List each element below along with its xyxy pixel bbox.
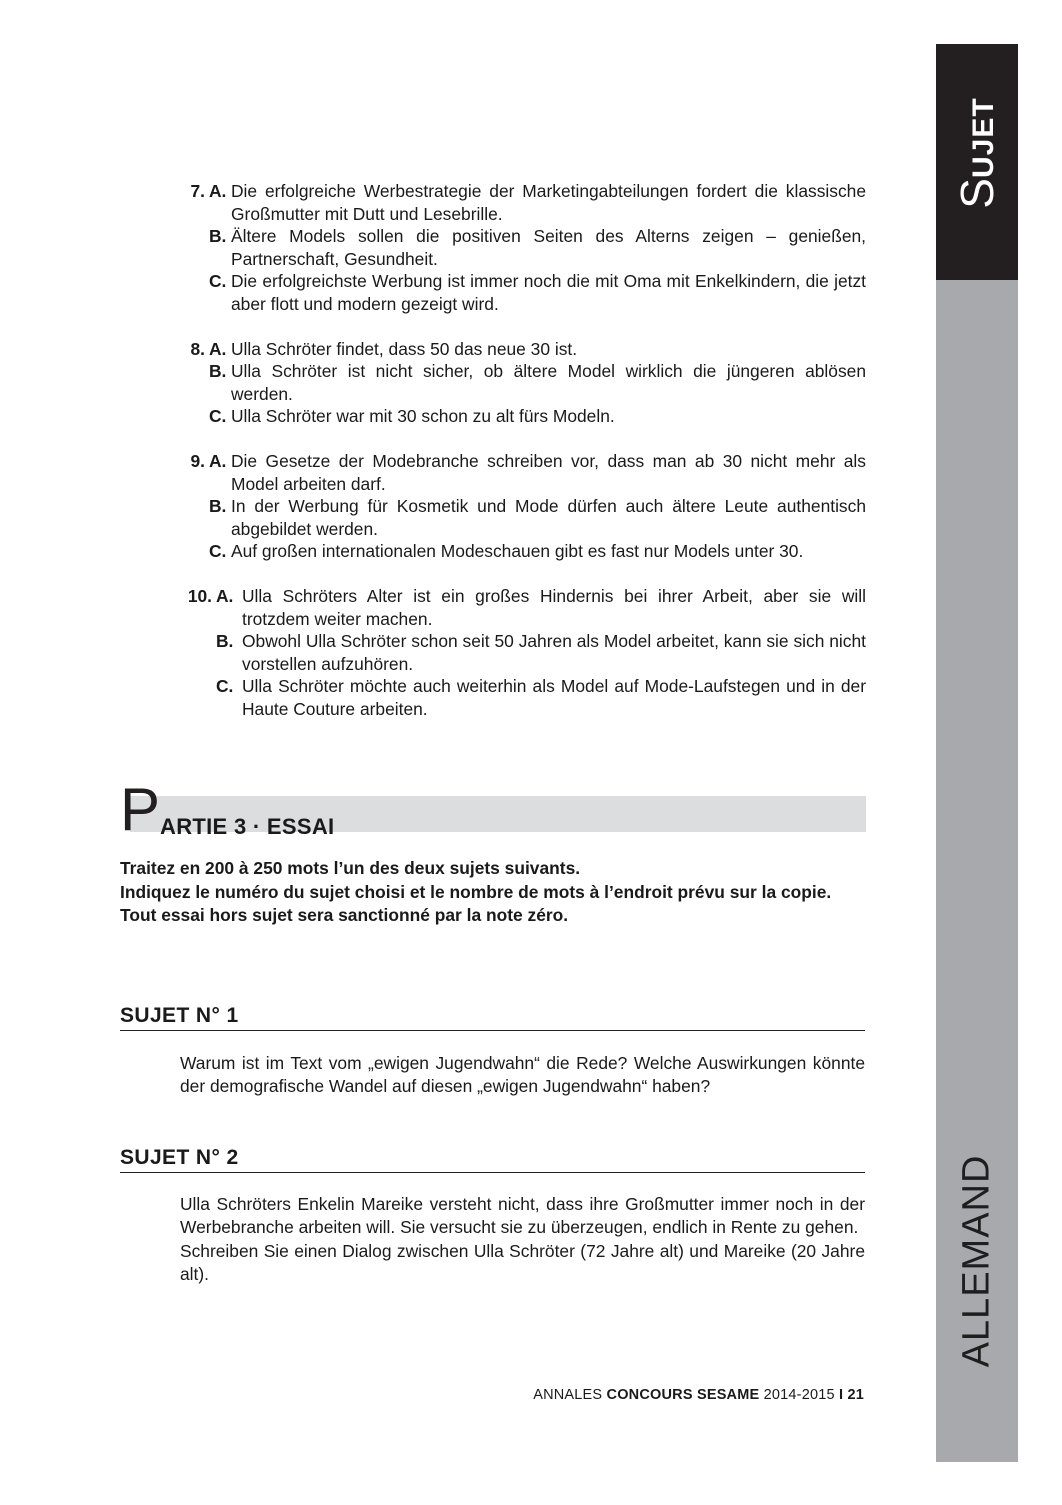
question-option: C. Auf großen internationalen Modeschauen gibt es fast nur Models unter 30. [209, 541, 804, 562]
question-10 [176, 585, 866, 721]
sidebar-section-label: SUJET [951, 96, 1003, 209]
subject-2-text: Ulla Schröters Enkelin Mareike versteht nicht, dass ihre Großmutter immer noch in der Werbebranche arbeiten will. Sie versucht sie zu überzeugen, endlich in Rente zu gehen. Schreiben Sie einen Dialog zwischen Ulla Schröter (72 Jahre alt) und Mareike (20 Jahre alt). [180, 1194, 865, 1284]
question-option: C. Ulla Schröter möchte auch weiterhin als Model auf Mode-Laufstegen und in der Haute Couture arbeiten. [216, 676, 866, 719]
sidebar-section-tab [936, 44, 1018, 280]
essay-instructions [120, 857, 865, 928]
questions-list [176, 180, 866, 742]
subject-1-text: Warum ist im Text vom „ewigen Jugendwahn“ die Rede? Welche Auswirkungen könnte der demografische Wandel auf diesen „ewigen Jugendwahn“ haben? [180, 1053, 865, 1097]
question-option: B. Ulla Schröter ist nicht sicher, ob ältere Model wirklich die jüngeren ablösen werden. [209, 361, 866, 404]
subject-1-heading: SUJET N° 1 [120, 1004, 865, 1031]
question-option: 9. A. Die Gesetze der Modebranche schreiben vor, dass man ab 30 nicht mehr als Model arbeiten darf. [190, 450, 866, 494]
question-option: 7. A. Die erfolgreiche Werbestrategie der Marketingabteilungen fordert die klassische Großmutter mit Dutt und Lesebrille. [190, 181, 866, 224]
sidebar-subject-label: ALLEMAND [955, 1154, 998, 1368]
sidebar-subject-tab [936, 280, 1018, 1462]
question-9 [176, 450, 866, 563]
question-option: C. Die erfolgreichste Werbung ist immer noch die mit Oma mit Enkelkindern, die jetzt aber flott und modern gezeigt wird. [209, 271, 866, 314]
page-footer: ANNALES CONCOURS SESAME 2014-2015 I 21 [533, 1387, 864, 1403]
question-7 [176, 180, 866, 316]
instruction-line: Tout essai hors sujet sera sanctionné par la note zéro. [120, 905, 569, 925]
question-option: 10. A. Ulla Schröters Alter ist ein großes Hindernis bei ihrer Arbeit, aber sie will trotzdem weiter machen. [187, 585, 866, 629]
page-number: 21 [847, 1387, 864, 1403]
subject-2-heading: SUJET N° 2 [120, 1146, 865, 1173]
instruction-line: Indiquez le numéro du sujet choisi et le nombre de mots à l’endroit prévu sur la copie. [120, 881, 832, 902]
question-option: B. Ältere Models sollen die positiven Seiten des Alterns zeigen – genießen, Partnerschaft, Gesundheit. [209, 226, 866, 269]
question-option: 8. A. Ulla Schröter findet, dass 50 das neue 30 ist. [190, 338, 578, 359]
section-heading: P ARTIE 3 · ESSAI [120, 776, 335, 843]
question-option: B. In der Werbung für Kosmetik und Mode dürfen auch ältere Leute authentisch abgebildet werden. [209, 496, 866, 539]
instruction-line: Traitez en 200 à 250 mots l’un des deux sujets suivants. [120, 858, 581, 878]
question-8 [176, 338, 866, 428]
question-option: C. Ulla Schröter war mit 30 schon zu alt fürs Modeln. [209, 406, 615, 427]
question-option: B. Obwohl Ulla Schröter schon seit 50 Jahren als Model arbeitet, kann sie sich nicht vorstellen aufzuhören. [216, 631, 866, 674]
